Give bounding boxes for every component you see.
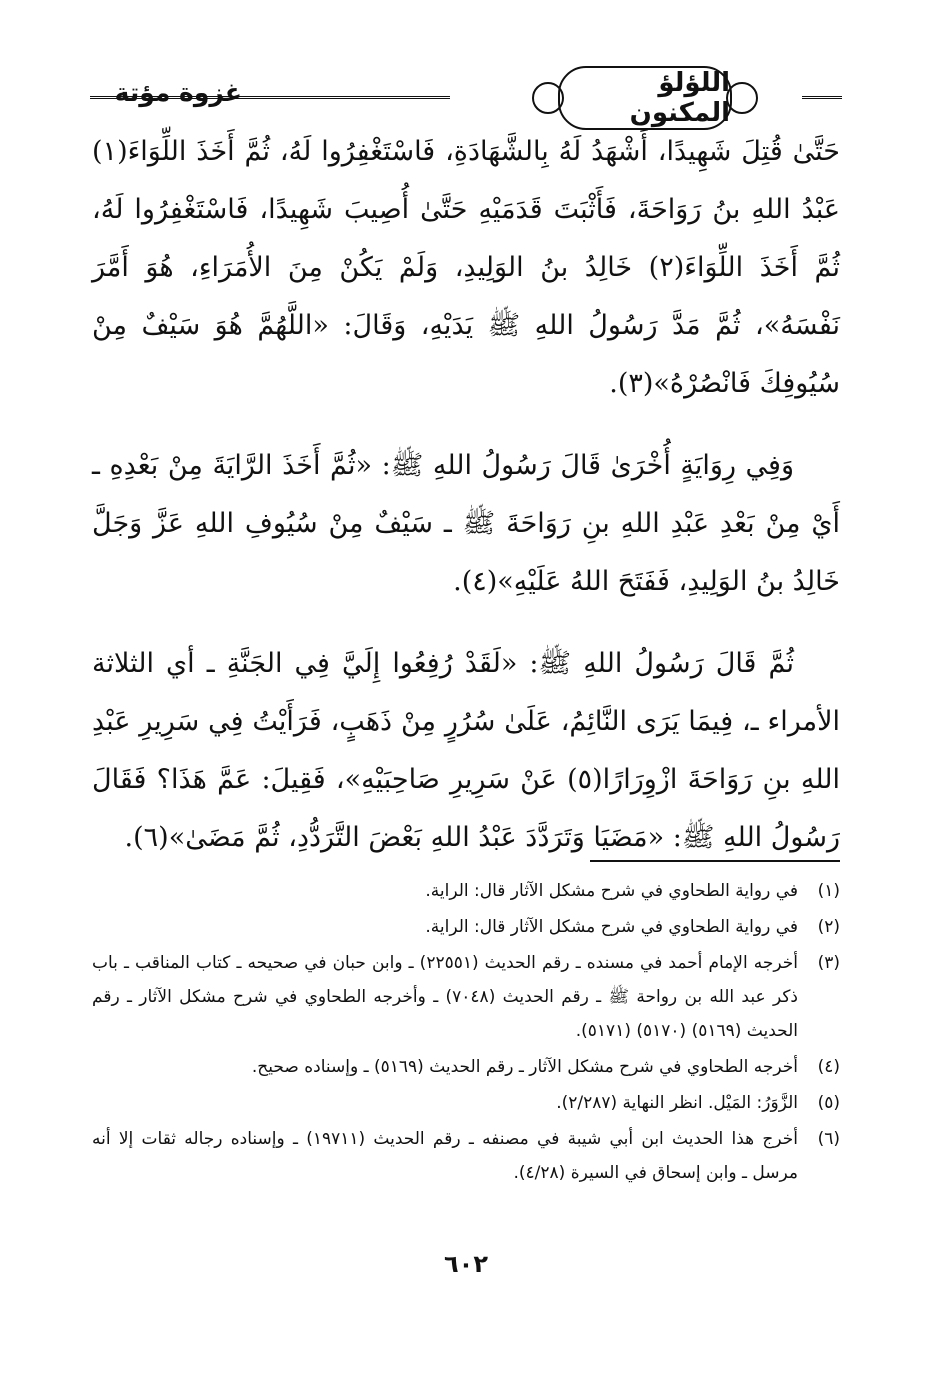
footnote-2 (92, 910, 840, 944)
footnote-text: أخرجه الطحاوي في شرح مشكل الآثار ـ رقم الحديث (٥١٦٩) ـ وإسناده صحيح. (251, 1057, 798, 1077)
footnote-text: أخرجه الإمام أحمد في مسنده ـ رقم الحديث (٢٢٥٥١) ـ وابن حبان في صحيحه ـ كتاب المناقب ـ باب ذكر عبد الله بن رواحة ﷺ ـ رقم الحديث (٧٠٤٨) ـ وأخرجه الطحاوي في شرح مشكل الآثار ـ رقم الحديث (٥١٦٩) (٥١٧٠) (٥١٧١). (92, 953, 799, 1041)
chapter-title: غزوة مؤتة (114, 78, 242, 107)
footnote-number: (٢) (817, 917, 840, 937)
footnote-text: أخرج هذا الحديث ابن أبي شيبة في مصنفه ـ رقم الحديث (١٩٧١١) ـ وإسناده رجاله ثقات إلا أنه مرسل ـ وابن إسحاق في السيرة (٤/٢٨). (92, 1129, 798, 1183)
footnote-divider (590, 860, 840, 862)
footnote-text: الزَّوَرُ: المَيْل. انظر النهاية (٢/٢٨٧). (556, 1093, 798, 1113)
paragraph-3: ثُمَّ قَالَ رَسُولُ اللهِ ﷺ: «لَقَدْ رُفِعُوا إِلَيَّ فِي الجَنَّةِ ـ أي الثلاثة الأمراء ـ، فِيمَا يَرَى النَّائِمُ، عَلَىٰ سُرُرٍ مِنْ ذَهَبٍ، فَرَأَيْتُ فِي سَرِيرِ عَبْدِ اللهِ بنِ رَوَاحَةَ ازْوِرَارًا(٥) عَنْ سَرِيرِ صَاحِبَيْهِ»، فَقِيلَ: عَمَّ هَذَا؟ فَقَالَ رَسُولُ اللهِ ﷺ: «مَضَيَا وَتَرَدَّدَ عَبْدُ اللهِ بَعْضَ التَّرَدُّدِ، ثُمَّ مَضَىٰ»(٦). (92, 648, 840, 853)
footnote-text: في رواية الطحاوي في شرح مشكل الآثار قال: الراية. (425, 881, 798, 901)
footnote-1 (92, 874, 840, 908)
header-rule-right (802, 96, 842, 99)
paragraph-1: حَتَّىٰ قُتِلَ شَهِيدًا، أَشْهَدُ لَهُ بِالشَّهَادَةِ، فَاسْتَغْفِرُوا لَهُ، ثُمَّ أَخَذَ اللِّوَاءَ(١) عَبْدُ اللهِ بنُ رَوَاحَةَ، فَأَثْبَتَ قَدَمَيْهِ حَتَّىٰ أُصِيبَ شَهِيدًا، فَاسْتَغْفِرُوا لَهُ، ثُمَّ أَخَذَ اللِّوَاءَ(٢) خَالِدُ بنُ الوَلِيدِ، وَلَمْ يَكُنْ مِنَ الأُمَرَاءِ، هُوَ أَمَّرَ نَفْسَهُ»، ثُمَّ مَدَّ رَسُولُ اللهِ ﷺ يَدَيْهِ، وَقَالَ: «اللَّهُمَّ هُوَ سَيْفٌ مِنْ سُيُوفِكَ فَانْصُرْهُ»(٣). (92, 136, 841, 399)
footnotes-list (92, 874, 840, 1192)
main-text (92, 123, 840, 867)
page-number: ٦٠٢ (444, 1250, 488, 1278)
book-title: اللؤلؤ المكنون (629, 68, 730, 128)
footnote-6 (92, 1122, 840, 1190)
footnote-number: (٣) (817, 953, 840, 973)
footnote-5 (92, 1086, 840, 1120)
footnote-text: في رواية الطحاوي في شرح مشكل الآثار قال: الراية. (425, 917, 798, 937)
paragraph-2: وَفِي رِوَايَةٍ أُخْرَىٰ قَالَ رَسُولُ اللهِ ﷺ: «ثُمَّ أَخَذَ الرَّايَةَ مِنْ بَعْدِهِ ـ أَيْ مِنْ بَعْدِ عَبْدِ اللهِ بنِ رَوَاحَةَ ﷺ ـ سَيْفٌ مِنْ سُيُوفِ اللهِ عَزَّ وَجَلَّ خَالِدُ بنُ الوَلِيدِ، فَفَتَحَ اللهُ عَلَيْهِ»(٤). (92, 450, 840, 597)
book-title-ornament (558, 66, 732, 130)
footnote-4 (92, 1050, 840, 1084)
footnote-number: (٥) (817, 1093, 840, 1113)
footnote-number: (٤) (817, 1057, 840, 1077)
footnote-3 (92, 946, 840, 1048)
footnote-number: (١) (817, 881, 840, 901)
footnote-number: (٦) (817, 1129, 840, 1149)
